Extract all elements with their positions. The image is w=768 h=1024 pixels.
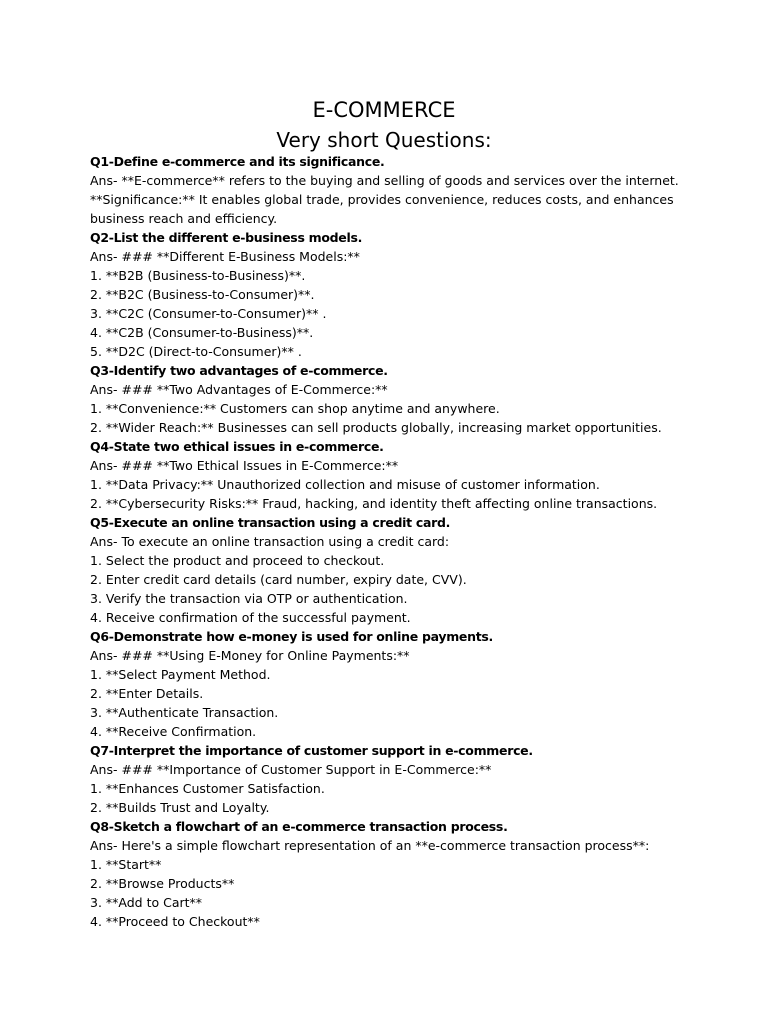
question-heading: Q2-List the different e-business models.	[90, 230, 363, 245]
answer-line: 1. **Start**	[90, 857, 162, 872]
answer-line: 2. **B2C (Business-to-Consumer)**.	[90, 287, 315, 302]
answer-line: 1. **Enhances Customer Satisfaction.	[90, 781, 325, 796]
question-heading: Q3-Identify two advantages of e-commerce.	[90, 363, 388, 378]
question-heading: Q8-Sketch a flowchart of an e-commerce transaction process.	[90, 819, 508, 834]
answer-line: 3. **Add to Cart**	[90, 895, 203, 910]
answer-line: Ans- ### **Different E-Business Models:**	[90, 249, 360, 264]
answer-line: 2. **Browse Products**	[90, 876, 235, 891]
question-heading: Q1-Define e-commerce and its significance.	[90, 154, 385, 169]
answer-line: 1. **B2B (Business-to-Business)**.	[90, 268, 306, 283]
answer-line: Ans- ### **Using E-Money for Online Payments:**	[90, 648, 410, 663]
answer-line: 1. **Data Privacy:** Unauthorized collection and misuse of customer information.	[90, 477, 600, 492]
answer-line: 4. **C2B (Consumer-to-Business)**.	[90, 325, 314, 340]
answer-line: 1. Select the product and proceed to checkout.	[90, 553, 385, 568]
answer-line: 1. **Select Payment Method.	[90, 667, 271, 682]
page-title: E-COMMERCE	[312, 98, 456, 122]
answer-line: Ans- Here's a simple flowchart representation of an **e-commerce transaction process**:	[90, 838, 650, 853]
question-heading: Q7-Interpret the importance of customer support in e-commerce.	[90, 743, 533, 758]
answer-line: 2. **Builds Trust and Loyalty.	[90, 800, 270, 815]
page-subtitle: Very short Questions:	[276, 128, 492, 152]
answer-line: Ans- ### **Two Advantages of E-Commerce:**	[90, 382, 388, 397]
answer-line: 2. **Wider Reach:** Businesses can sell products globally, increasing market opportunities.	[90, 420, 662, 435]
answer-line: 1. **Convenience:** Customers can shop anytime and anywhere.	[90, 401, 500, 416]
answer-line: 2. **Enter Details.	[90, 686, 204, 701]
answer-line: 3. **Authenticate Transaction.	[90, 705, 279, 720]
answer-line: 4. **Receive Confirmation.	[90, 724, 257, 739]
question-heading: Q6-Demonstrate how e-money is used for online payments.	[90, 629, 493, 644]
answer-line: Ans- To execute an online transaction using a credit card:	[90, 534, 450, 549]
answer-line: 3. Verify the transaction via OTP or authentication.	[90, 591, 408, 606]
question-heading: Q4-State two ethical issues in e-commerce.	[90, 439, 384, 454]
answer-line: 2. **Cybersecurity Risks:** Fraud, hacking, and identity theft affecting online transactions.	[90, 496, 658, 511]
answer-line: 4. Receive confirmation of the successful payment.	[90, 610, 411, 625]
answer-line: **Significance:** It enables global trade, provides convenience, reduces costs, and enhances	[90, 192, 674, 207]
answer-line: 4. **Proceed to Checkout**	[90, 914, 260, 929]
answer-line: Ans- ### **Importance of Customer Support in E-Commerce:**	[90, 762, 492, 777]
answer-line: Ans- ### **Two Ethical Issues in E-Commerce:**	[90, 458, 399, 473]
answer-line: 5. **D2C (Direct-to-Consumer)** .	[90, 344, 302, 359]
answer-line: business reach and efficiency.	[90, 211, 278, 226]
answer-line: Ans- **E-commerce** refers to the buying and selling of goods and services over the internet.	[90, 173, 679, 188]
question-heading: Q5-Execute an online transaction using a credit card.	[90, 515, 451, 530]
answer-line: 2. Enter credit card details (card number, expiry date, CVV).	[90, 572, 467, 587]
answer-line: 3. **C2C (Consumer-to-Consumer)** .	[90, 306, 327, 321]
document-body	[90, 152, 690, 931]
